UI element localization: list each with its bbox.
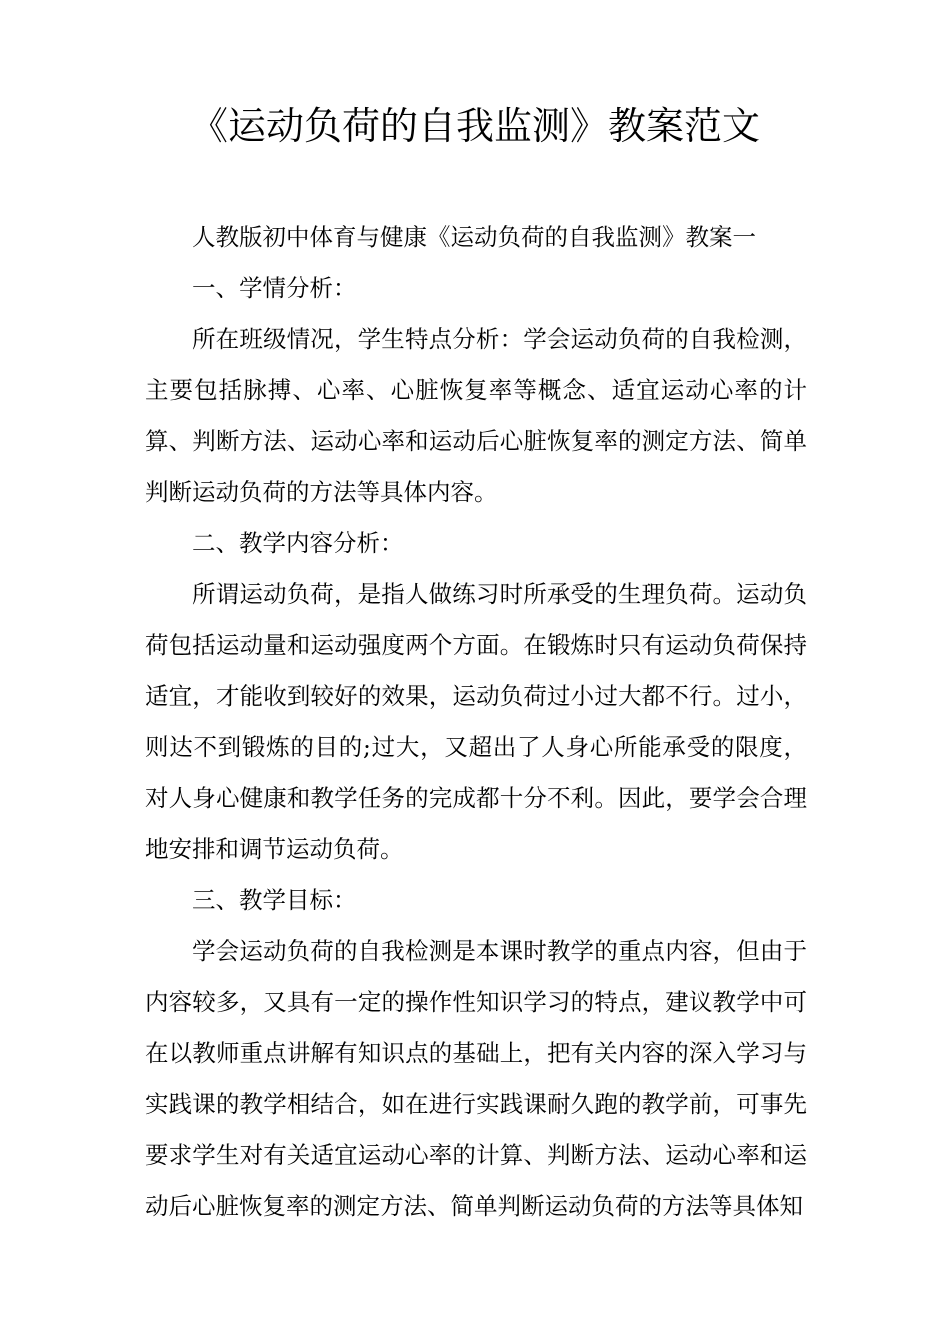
paragraph-3: 学会运动负荷的自我检测是本课时教学的重点内容，但由于内容较多，又具有一定的操作性知识学习的特点，建议教学中可在以教师重点讲解有知识点的基础上，把有关内容的深入学习与实践课的教学相结合，如在进行实践课耐久跑的教学前，可事先要求学生对有关适宜运动心率的计算、判断方法、运动心率和运动后心脏恢复率的测定方法、简单判断运动负荷的方法等具体知 xyxy=(145,937,807,1220)
document-title: 《运动负荷的自我监测》教案范文 xyxy=(189,104,760,148)
section-heading-1: 一、学情分析： xyxy=(192,274,357,302)
paragraph-1: 所在班级情况，学生特点分析：学会运动负荷的自我检测，主要包括脉搏、心率、心脏恢复率等概念、适宜运动心率的计算、判断方法、运动心率和运动后心脏恢复率的测定方法、简单判断运动负荷的方法等具体内容。 xyxy=(145,325,807,506)
paragraph-2: 所谓运动负荷，是指人做练习时所承受的生理负荷。运动负荷包括运动量和运动强度两个方面。在锻炼时只有运动负荷保持适宜，才能收到较好的效果，运动负荷过小过大都不行。过小，则达不到锻炼的目的;过大，又超出了人身心所能承受的限度，对人身心健康和教学任务的完成都十分不利。因此，要学会合理地安排和调节运动负荷。 xyxy=(145,580,807,863)
section-heading-3: 三、教学目标： xyxy=(192,886,357,914)
section-heading-2: 二、教学内容分析： xyxy=(192,529,404,557)
paragraph-subtitle: 人教版初中体育与健康《运动负荷的自我监测》教案一 xyxy=(192,223,756,251)
document-body xyxy=(145,212,807,1232)
